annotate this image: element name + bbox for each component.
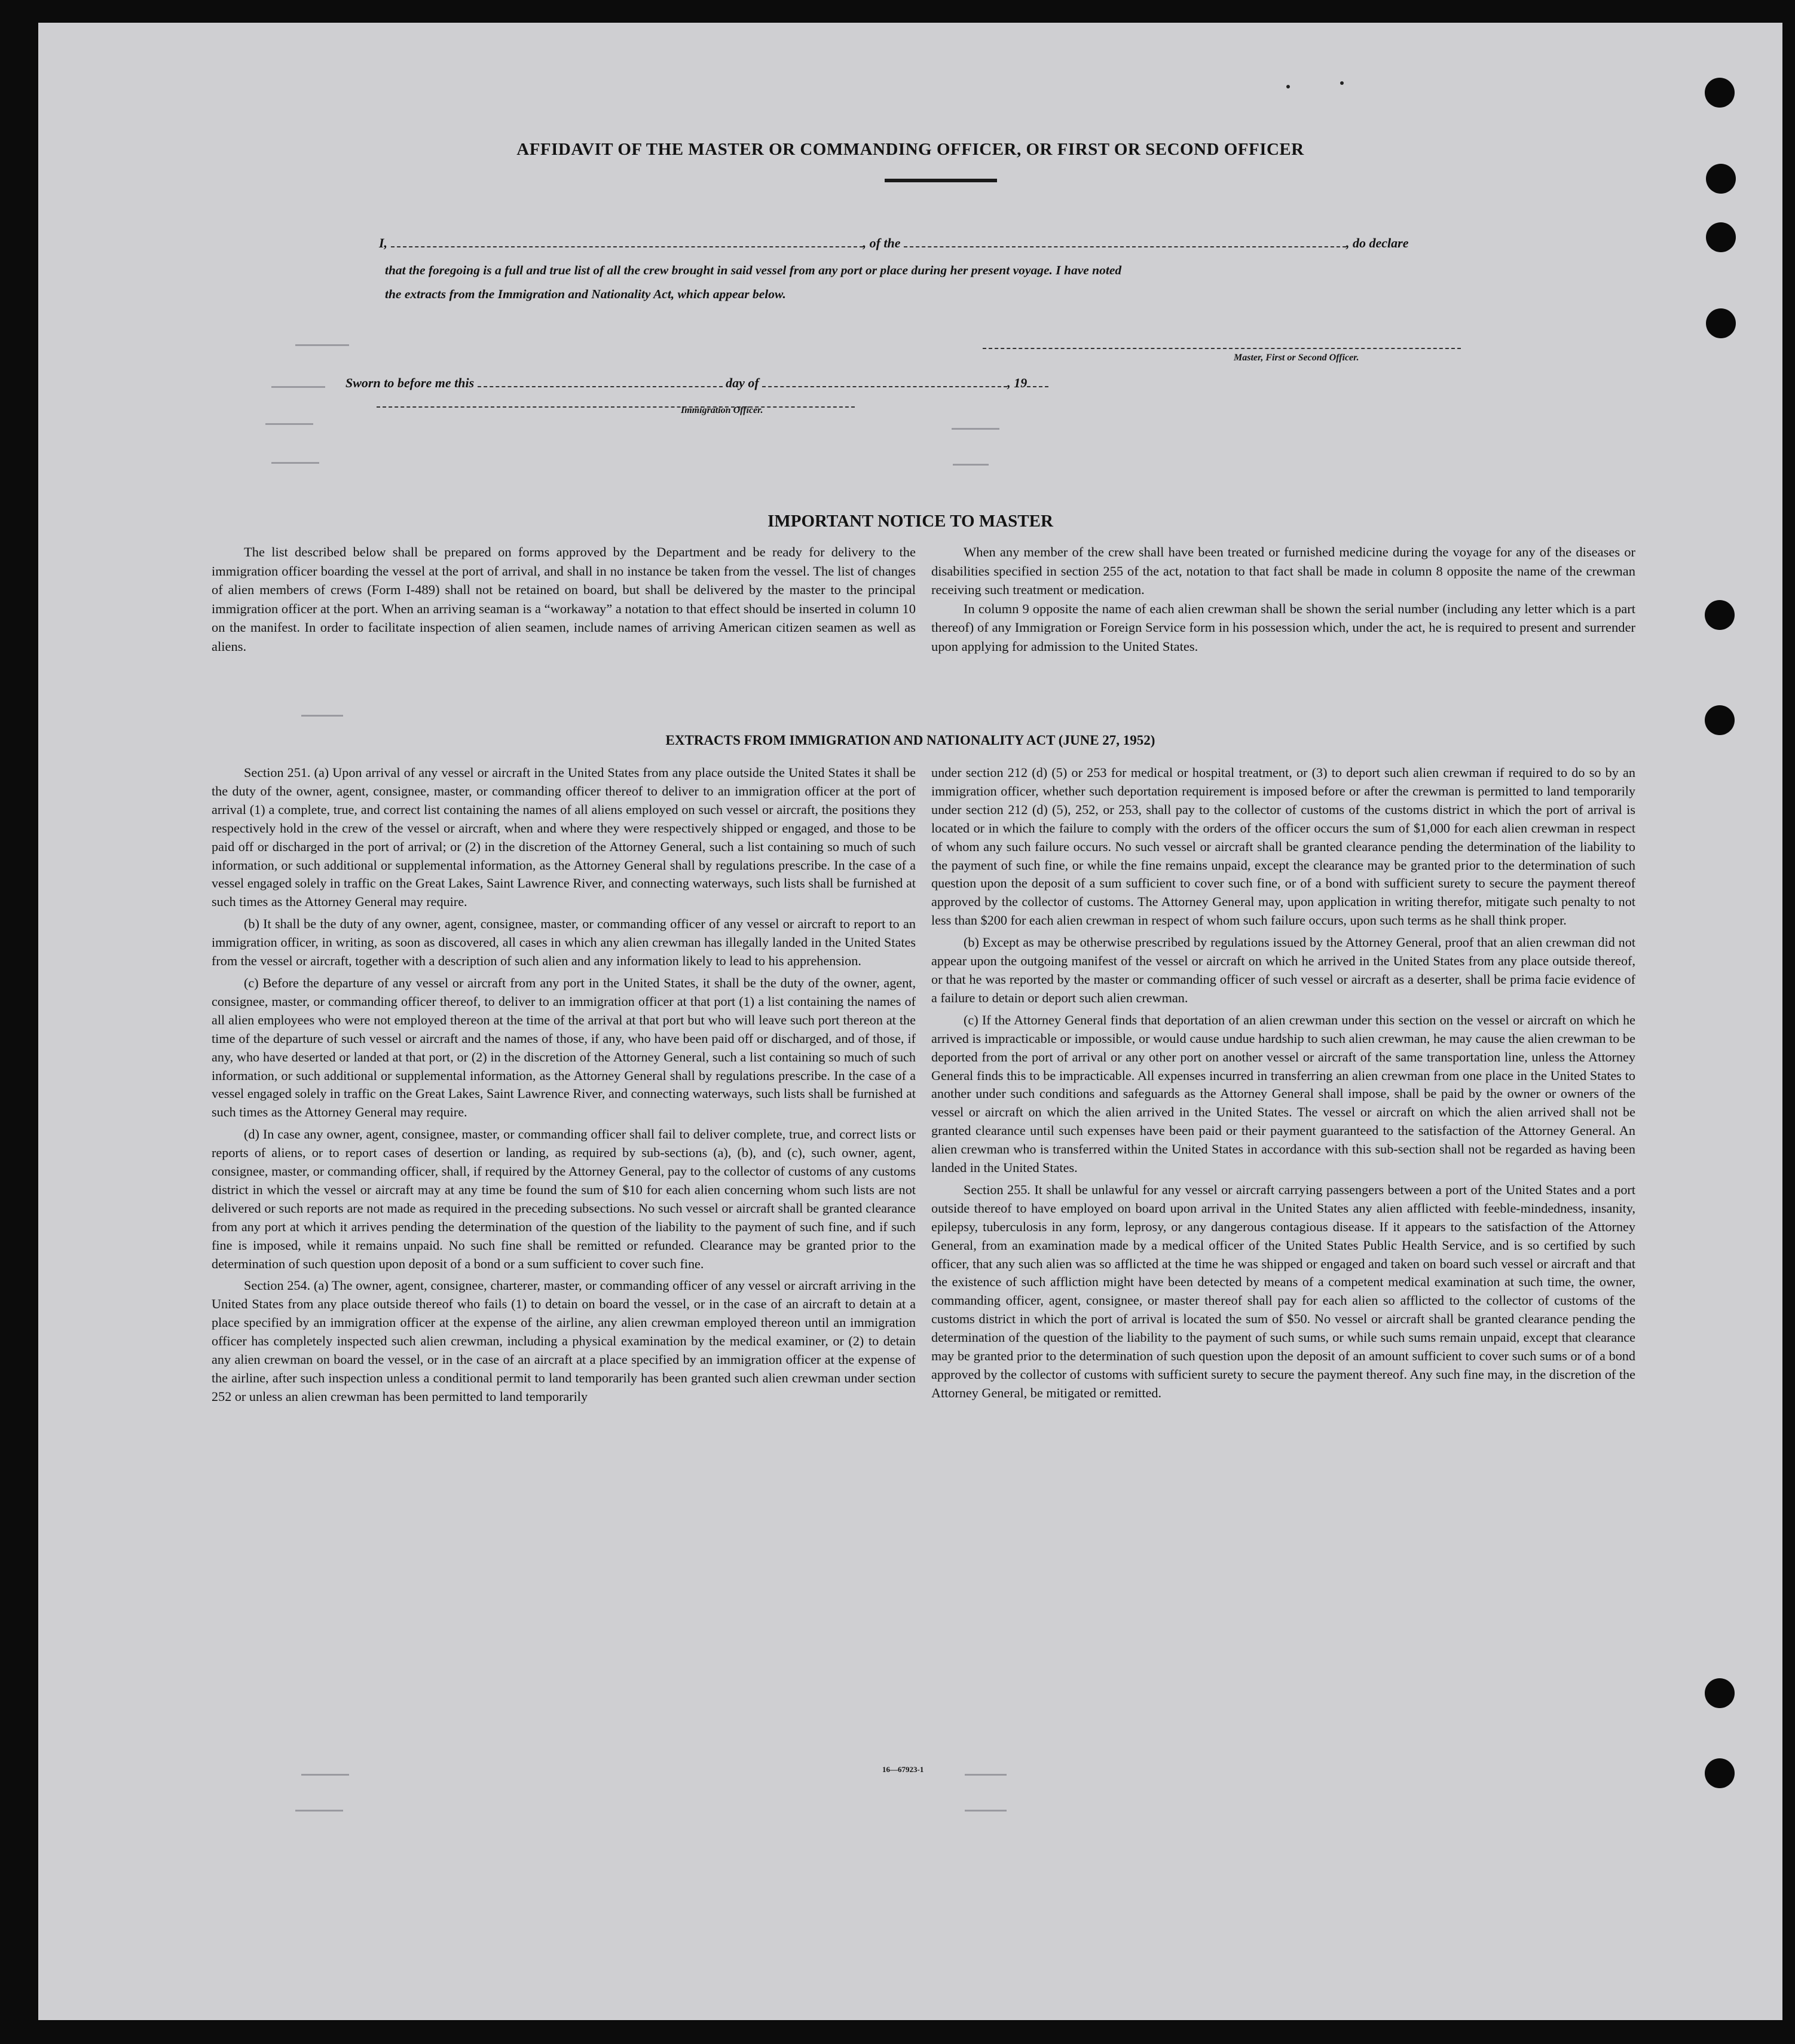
section-paragraph: (c) If the Attorney General finds that deportation of an alien crewman under this section on the vessel or aircraft on which he arrived is impracticable or impossible, or would cause undue hardship to such alien crewman, he may cause the alien crewman to be deported from the port of arrival or any other port on another vessel or aircraft of the same transportation line, unless the Attorney General finds this to be impracticable. All expenses incurred in transferring an alien crewman from one place in the United States to another under such conditions and safeguards as the Attorney General shall impose, shall be paid by the owner or owners of the vessel or aircraft on which the alien arrived in the United States. The vessel or aircraft on which the alien arrived shall not be granted clearance until such expenses have been paid or their payment guaranteed to the satisfaction of the Attorney General. An alien crewman who is transferred within the United States in accordance with this sub-section shall not be regarded as having been landed in the United States. <box>931 1012 1635 1176</box>
immigration-officer-signature-field[interactable] <box>377 398 855 408</box>
punch-hole <box>1705 705 1735 735</box>
sworn-day-field[interactable] <box>478 378 723 387</box>
notice-right-paragraph: In column 9 opposite the name of each alien crewman shall be shown the serial number (including any letter which is a part thereof) of any Immigration or Foreign Service form in his possession which, under the act, he is required to present and surrender upon applying for admission to the United States. <box>931 601 1635 654</box>
extracts-title: EXTRACTS FROM IMMIGRATION AND NATIONALITY ACT (JUNE 27, 1952) <box>665 733 1155 748</box>
punch-hole <box>1706 222 1736 252</box>
of-the-label: , of the <box>863 235 901 250</box>
notice-title: IMPORTANT NOTICE TO MASTER <box>767 512 1053 531</box>
section-paragraph: under section 212 (d) (5) or 253 for medical or hospital treatment, or (3) to deport such alien crewman if required to do so by an immigration officer, whether such deportation requirement is imposed before or after the crewman is permitted to land temporarily under section 212 (d) (5), 252, or 253, shall pay to the collector of customs of the customs district in which the port of arrival is located or in which the failure to comply with the orders of the officer occurs the sum of $1,000 for each alien crewman in respect of whom any such failure occurs. No such vessel or aircraft shall be granted clearance pending the determination of the liability to the payment of such fine, or while the fine remains unpaid, except the clearance may be granted prior to the determination of such question upon the deposit of a sum sufficient to cover such fine, or of a bond with sufficient surety to secure the payment thereof approved by the collector of customs. The Attorney General may, upon application in writing therefor, mitigate such penalty to not less than $200 for each alien crewman in respect of whom such failure occurs, upon such terms as he shall think proper. <box>931 765 1635 928</box>
immigration-officer-caption: Immigration Officer. <box>681 405 763 415</box>
section-paragraph: (c) Before the departure of any vessel or aircraft from any port in the United States, it shall be the duty of the owner, agent, consignee, master, or commanding officer thereof, to deliver to an immigration officer at that port (1) a list containing the names of all alien employees who were not employed thereon at the time of the arrival at that port but who will leave such port thereon at the time of the departure of such vessel or aircraft and the names of those, if any, who have been paid off or discharged, and of those, if any, who have deserted or landed at that port, or (2) in the discretion of the Attorney General, such a list containing so much of such information, or such additional or supplemental information, as the Attorney General shall by regulations prescribe. In the case of a vessel engaged solely in traffic on the Great Lakes, Saint Lawrence River, and connecting waterways, such lists shall be furnished at such times as the Attorney General may require. <box>212 975 916 1120</box>
year-label: , 19 <box>1007 375 1028 390</box>
section-paragraph: Section 255. It shall be unlawful for any vessel or aircraft carrying passengers between a port of the United States and a port outside thereof to have employed on board upon arrival in the United States any alien afflicted with feeble-mindedness, insanity, epilepsy, tuberculosis in any form, leprosy, or any dangerous contagious disease. If it appears to the satisfaction of the Attorney General, from an examination made by a medical officer of the United States Public Health Service, and is so certified by such officer, that any such alien was so afflicted at the time he was shipped or engaged and taken on board such vessel or aircraft and that the existence of such affliction might have been detected by means of a competent medical examination at such time, the owner, commanding officer, agent, consignee, or master thereof shall pay for each alien so afflicted to the collector of customs of the customs district in which the port of arrival is located the sum of $50. No vessel or aircraft shall be granted clearance pending the determination of the question of the liability to the payment of such sums, or while such sums remain unpaid, except that clearance may be granted prior to the determination of such question upon the deposit of an amount sufficient to cover such sums or of a bond approved by the collector of customs with sufficient surety to secure the payment thereof. Any such fine may, in the discretion of the Attorney General, be mitigated or remitted. <box>931 1182 1635 1400</box>
statement-line-2: the extracts from the Immigration and Nationality Act, which appear below. <box>385 287 786 301</box>
punch-hole <box>1706 308 1736 338</box>
extracts-right-column <box>931 764 1635 1406</box>
section-paragraph: (b) It shall be the duty of any owner, agent, consignee, master, or commanding officer of any vessel or aircraft to report to an immigration officer, in writing, as soon as discovered, all cases in which any alien crewman has illegally landed in the United States from the vessel or aircraft, together with a description of such alien and any information likely to lead to his apprehension. <box>212 916 916 969</box>
declarant-name-field[interactable] <box>391 238 863 247</box>
master-caption: Master, First or Second Officer. <box>1234 353 1359 363</box>
punch-hole <box>1706 164 1736 194</box>
extracts-left-column <box>212 764 916 1410</box>
notice-left-paragraph: The list described below shall be prepared on forms approved by the Department and be ready for delivery to the immigration officer boarding the vessel at the port of arrival, and shall in no instance be taken from the vessel. The list of changes of alien members of crews (Form I-489) shall not be retained on board, but shall be delivered by the master to the principal immigration officer at the port. When an arriving seaman is a “workaway” a notation to that effect should be inserted in column 10 on the manifest. In order to facilitate inspection of alien seamen, include names of arriving American citizen seamen as well as aliens. <box>212 544 916 654</box>
sworn-label: Sworn to before me this <box>345 375 475 390</box>
notice-right-paragraph: When any member of the crew shall have been treated or furnished medicine during the voyage for any of the diseases or disabilities specified in section 255 of the act, notation to that fact shall be made in column 8 opposite the name of the crewman receiving such treatment or medication. <box>931 544 1635 597</box>
affidavit-title: AFFIDAVIT OF THE MASTER OR COMMANDING OFFICER, OR FIRST OR SECOND OFFICER <box>516 140 1304 159</box>
sworn-month-field[interactable] <box>762 378 1007 387</box>
day-of-label: day of <box>726 375 759 390</box>
punch-hole <box>1705 78 1735 108</box>
i-label: I, <box>379 235 388 250</box>
punch-hole <box>1705 600 1735 630</box>
section-paragraph: (d) In case any owner, agent, consignee, master, or commanding officer shall fail to deliver complete, true, and correct lists or reports of aliens, or to report cases of desertion or landing, as required by sub-sections (a), (b), and (c), such owner, agent, consignee, master, or commanding officer, shall, if required by the Attorney General, pay to the collector of customs of any customs district in which the vessel or aircraft may at any time be found the sum of $10 for each alien concerning whom such lists are not delivered or such reports are not made as required in the preceding subsections. No such vessel or aircraft shall be granted clearance from any port at which it arrives pending the determination of the question of the liability to the payment of such fine, and if such fine is imposed, while it remains unpaid. No such fine shall be remitted or refunded. Clearance may be granted prior to the determination of such question upon deposit of a bond or a sum sufficient to cover such fine. <box>212 1127 916 1271</box>
notice-left-column <box>212 543 916 659</box>
punch-hole <box>1705 1678 1735 1708</box>
document-page <box>38 23 1782 2020</box>
section-paragraph: Section 254. (a) The owner, agent, consignee, charterer, master, or commanding officer of any vessel or aircraft arriving in the United States from any place outside thereof who fails (1) to detain on board the vessel, or in the case of an aircraft to detain at a place specified by an immigration officer at the expense of the airline, any alien crewman employed thereon until an immigration officer has completely inspected such alien crewman, including a physical examination by the medical examiner, or (2) to detain any alien crewman on board the vessel, or in the case of an aircraft at a place specified by an immigration officer at the expense of the airline, after such inspection unless a conditional permit to land temporarily has been granted such alien crewman under section 252 or unless an alien crewman has been permitted to land temporarily <box>212 1278 916 1404</box>
sworn-row <box>345 375 1048 391</box>
title-rule <box>885 179 997 182</box>
form-code: 16—67923-1 <box>882 1765 924 1774</box>
statement-line-1: that the foregoing is a full and true list of all the crew brought in said vessel from any port or place during her present voyage. I have noted <box>385 263 1122 277</box>
section-paragraph: Section 251. (a) Upon arrival of any vessel or aircraft in the United States from any place outside the United States it shall be the duty of the owner, agent, consignee, master, or commanding officer thereof to deliver to an immigration officer at the port of arrival (1) a complete, true, and correct list containing the names of all aliens employed on such vessel or aircraft, the positions they respectively hold in the crew of the vessel or aircraft, when and where they were respectively shipped or engaged, and those to be paid off or discharged in the port of arrival; or (2) in the discretion of the Attorney General, such a list containing so much of such information, or such additional or supplemental information, as the Attorney General shall by regulations prescribe. In the case of a vessel engaged solely in traffic on the Great Lakes, Saint Lawrence River, and connecting waterways, such lists shall be furnished at such times as the Attorney General may require. <box>212 765 916 910</box>
declarant-row <box>379 235 1408 251</box>
section-paragraph: (b) Except as may be otherwise prescribed by regulations issued by the Attorney General, proof that an alien crewman did not appear upon the outgoing manifest of the vessel or aircraft on which he arrived in the United States from any place outside thereof, or that he was reported by the master or commanding officer of such vessel or aircraft as a deserter, shall be prima facie evidence of a failure to detain or deport such alien crewman. <box>931 935 1635 1005</box>
notice-right-column <box>931 543 1635 659</box>
do-declare-label: , do declare <box>1346 235 1409 250</box>
master-signature-field[interactable] <box>983 339 1461 349</box>
punch-hole <box>1705 1758 1735 1788</box>
sworn-year-field[interactable] <box>1027 378 1048 387</box>
vessel-name-field[interactable] <box>904 238 1346 247</box>
